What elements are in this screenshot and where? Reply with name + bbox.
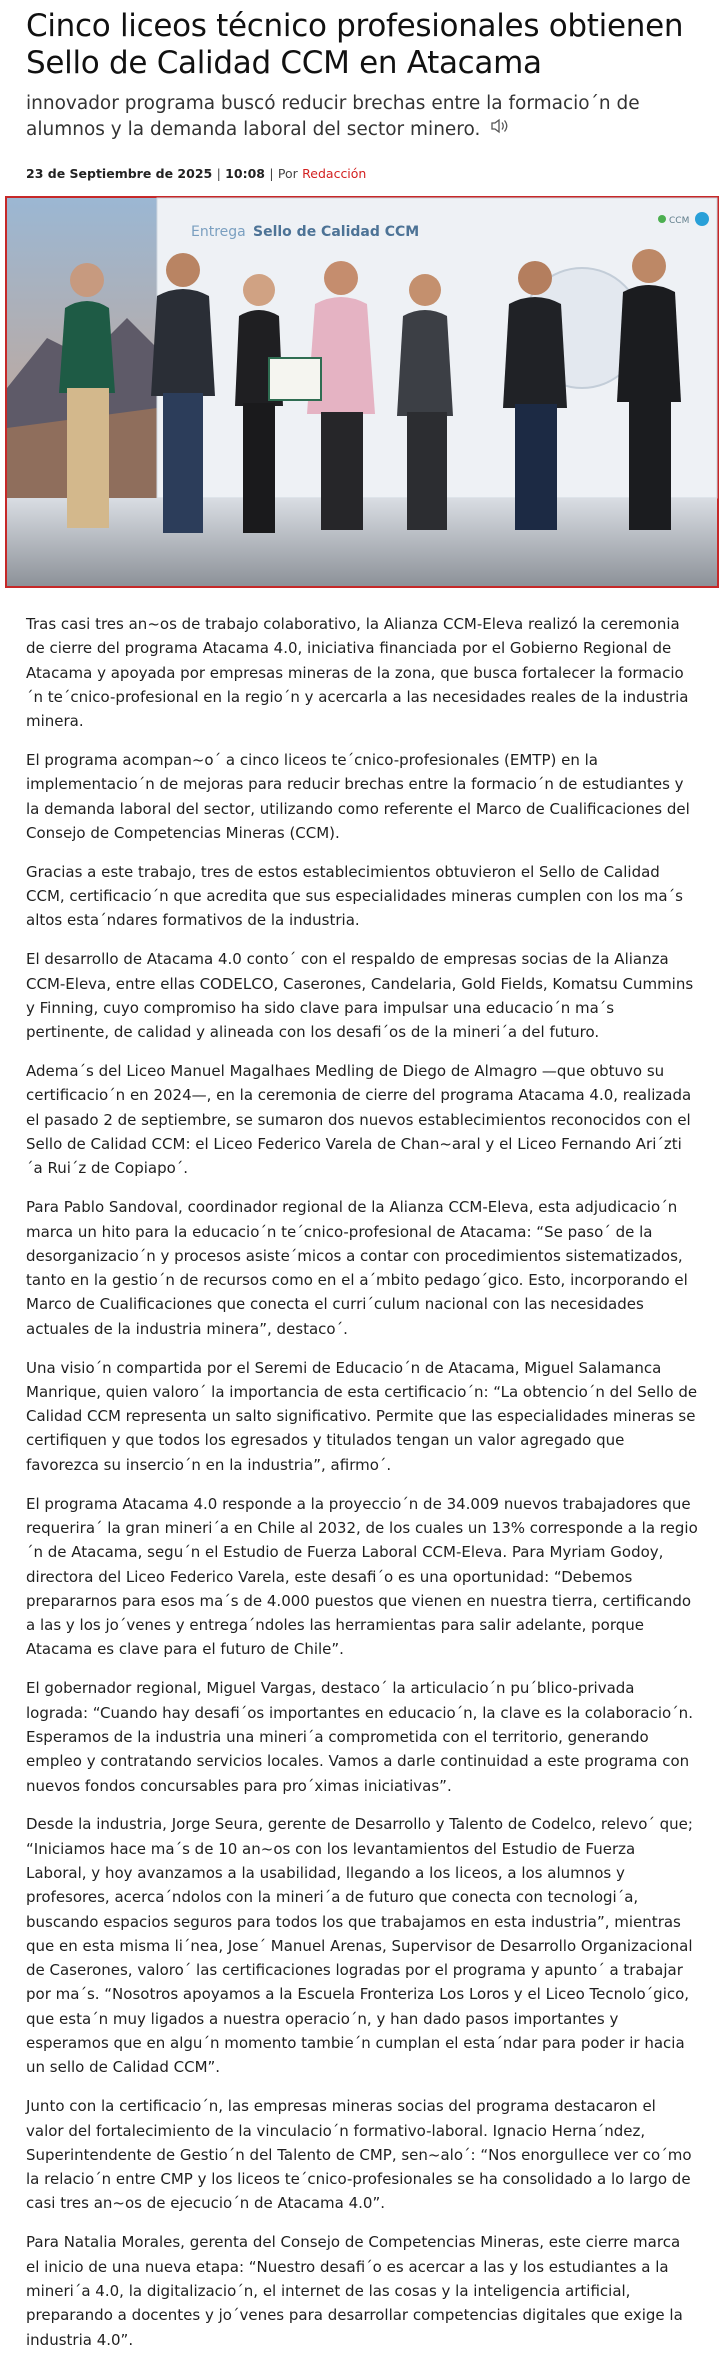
article-paragraph: El gobernador regional, Miguel Vargas, destaco´ la articulacio´n pu´blico-privada lograda: “Cuando hay desafi´os importantes en educacio´n, la clave es la colaboracio´n. Esperamos de la industria una mineri´a comprometida con el territorio, generando empleo y contratando servicios locales. Vamos a darle continuidad a este programa con nuevos fondos concursables para pro´ximas iniciativas”. bbox=[26, 1679, 693, 1795]
publish-date: 23 de Septiembre de 2025 bbox=[26, 166, 213, 181]
article-paragraph: Desde la industria, Jorge Seura, gerente de Desarrollo y Talento de Codelco, relevo´ que; “Iniciamos hace ma´s de 10 an~os con los levantamientos del Estudio de Fuerza Laboral, y hoy avanzamos a la usabilidad, llegando a los liceos, a los alumnos y profesores, acerca´ndolos con la mineri´a de futuro que conecta con tecnologi´a, buscando espacios seguros para todos los que trabajamos en esta industria”, mientras que en esta misma li´nea, Jose´ Manuel Arenas, Supervisor de Desarrollo Organizacional de Caserones, valoro´ las certificaciones logradas por el programa y apunto´ a trabajar por ma´s. “Nosotros apoyamos a la Escuela Fronteriza Los Loros y el Liceo Tecnolo´gico, que esta´n muy ligados a nuestra operacio´n, y han dado pasos importantes y esperamos que en algu´n momento tambie´n cumplan el esta´ndar para poder ir hacia un sello de Calidad CCM”. bbox=[26, 1815, 693, 2077]
subheadline-text: innovador programa buscó reducir brechas entre la formacio´n de alumnos y la demanda laboral del sector minero. bbox=[26, 93, 640, 140]
banner-title-text: Sello de Calidad CCM bbox=[253, 224, 420, 240]
article-paragraph: Gracias a este trabajo, tres de estos establecimientos obtuvieron el Sello de Calidad CCM, certificacio´n que acredita que sus especialidades mineras cumplen con los ma´s altos esta´ndares formativos de la industria. bbox=[26, 862, 683, 930]
article-paragraph: Para Natalia Morales, gerenta del Consejo de Competencias Mineras, este cierre marca el inicio de una nueva etapa: “Nuestro desafi´o es acercar a las y los estudiantes a la mineri´a 4.0, la digitalizacio´n, el internet de las cosas y la inteligencia artificial, preparando a docentes y jo´venes para desarrollar competencias digitales que exige la industria 4.0”. bbox=[26, 2233, 683, 2349]
article-photo bbox=[5, 196, 719, 588]
article-paragraph: El desarrollo de Atacama 4.0 conto´ con el respaldo de empresas socias de la Alianza CCM-Eleva, entre ellas CODELCO, Caserones, Candelaria, Gold Fields, Komatsu Cummins y Finning, cuyo compromiso ha sido clave para impulsar una educacio´n ma´s pertinente, de calidad y alineada con los desafi´os de la mineri´a del futuro. bbox=[26, 950, 694, 1042]
publish-time: 10:08 bbox=[225, 166, 265, 181]
article-meta bbox=[26, 166, 366, 181]
sponsor-logo-text: CCM bbox=[669, 216, 690, 226]
banner-prefix-text: Entrega bbox=[191, 224, 246, 240]
listen-audio-icon[interactable] bbox=[490, 117, 512, 143]
author-prefix: Por bbox=[277, 166, 298, 181]
article-paragraph: Para Pablo Sandoval, coordinador regional de la Alianza CCM-Eleva, esta adjudicacio´n marca un hito para la educacio´n te´cnico-profesional de Atacama: “Se paso´ de la desorganizacio´n y procesos asiste´micos a contar con procedimientos sistematizados, tanto en la gestio´n de recursos como en el a´mbito pedago´gico. Esto, incorporando el Marco de Cualificaciones que conecta el curri´culum nacional con las necesidades actuales de la industria minera”, destaco´. bbox=[26, 1198, 688, 1338]
certificate-frame bbox=[269, 358, 321, 400]
author-link[interactable]: Redacción bbox=[302, 166, 367, 181]
meta-separator: | bbox=[216, 166, 221, 181]
article-paragraph: Junto con la certificacio´n, las empresas mineras socias del programa destacaron el valor del fortalecimiento de la vinculacio´n formativo-laboral. Ignacio Herna´ndez, Superintendente de Gestio´n del Talento de CMP, sen~alo´: “Nos enorgullece ver co´mo la relacio´n entre CMP y los liceos te´cnico-profesionales se ha consolidado a lo largo de casi tres an~os de ejecucio´n de Atacama 4.0”. bbox=[26, 2097, 692, 2213]
article-paragraph: Adema´s del Liceo Manuel Magalhaes Medling de Diego de Almagro —que obtuvo su certificacio´n en 2024—, en la ceremonia de cierre del programa Atacama 4.0, realizada el pasado 2 de septiembre, se sumaron dos nuevos establecimientos reconocidos con el Sello de Calidad CCM: el Liceo Federico Varela de Chan~aral y el Liceo Fernando Ari´zti´a Rui´z de Copiapo´. bbox=[26, 1062, 692, 1178]
article-headline: Cinco liceos técnico profesionales obtienen Sello de Calidad CCM en Atacama bbox=[26, 8, 684, 81]
meta-separator: | bbox=[269, 166, 274, 181]
article-subheadline bbox=[26, 91, 706, 143]
ceremony-photo-illustration bbox=[7, 198, 717, 586]
article-paragraph: Tras casi tres an~os de trabajo colaborativo, la Alianza CCM-Eleva realizó la ceremonia de cierre del programa Atacama 4.0, iniciativa financiada por el Gobierno Regional de Atacama y apoyada por empresas mineras de la zona, que busca fortalecer la formacio´n te´cnico-profesional en la regio´n y acercarla a las necesidades reales de la industria minera. bbox=[26, 615, 689, 731]
article-paragraph: El programa Atacama 4.0 responde a la proyeccio´n de 34.009 nuevos trabajadores que requerira´ la gran mineri´a en Chile al 2032, de los cuales un 13% corresponde a la regio´n de Atacama, segu´n el Estudio de Fuerza Laboral CCM-Eleva. Para Myriam Godoy, directora del Liceo Federico Varela, este desafi´o es una oportunidad: “Debemos prepararnos para esos ma´s de 4.000 puestos que vienen en nuestra tierra, certificando a las y los jo´venes y entrega´ndoles las herramientas para salir adelante, porque Atacama es clave para el futuro de Chile”. bbox=[26, 1494, 698, 1659]
partner-logo-mark bbox=[695, 212, 709, 226]
article-paragraph: Una visio´n compartida por el Seremi de Educacio´n de Atacama, Miguel Salamanca Manrique, quien valoro´ la importancia de esta certificacio´n: “La obtencio´n del Sello de Calidad CCM representa un salto significativo. Permite que las especialidades mineras se certifiquen y que todos los egresados y titulados tengan un valor agregado que favorezca su insercio´n en la industria”, afirmo´. bbox=[26, 1358, 698, 1474]
sponsor-logo-mark bbox=[658, 215, 666, 223]
article-paragraph: El programa acompan~o´ a cinco liceos te´cnico-profesionales (EMTP) en la implementacio´n de mejoras para reducir brechas entre la formacio´n de estudiantes y la demanda laboral del sector, utilizando como referente el Marco de Cualificaciones del Consejo de Competencias Mineras (CCM). bbox=[26, 751, 690, 842]
article-body bbox=[26, 612, 698, 2366]
